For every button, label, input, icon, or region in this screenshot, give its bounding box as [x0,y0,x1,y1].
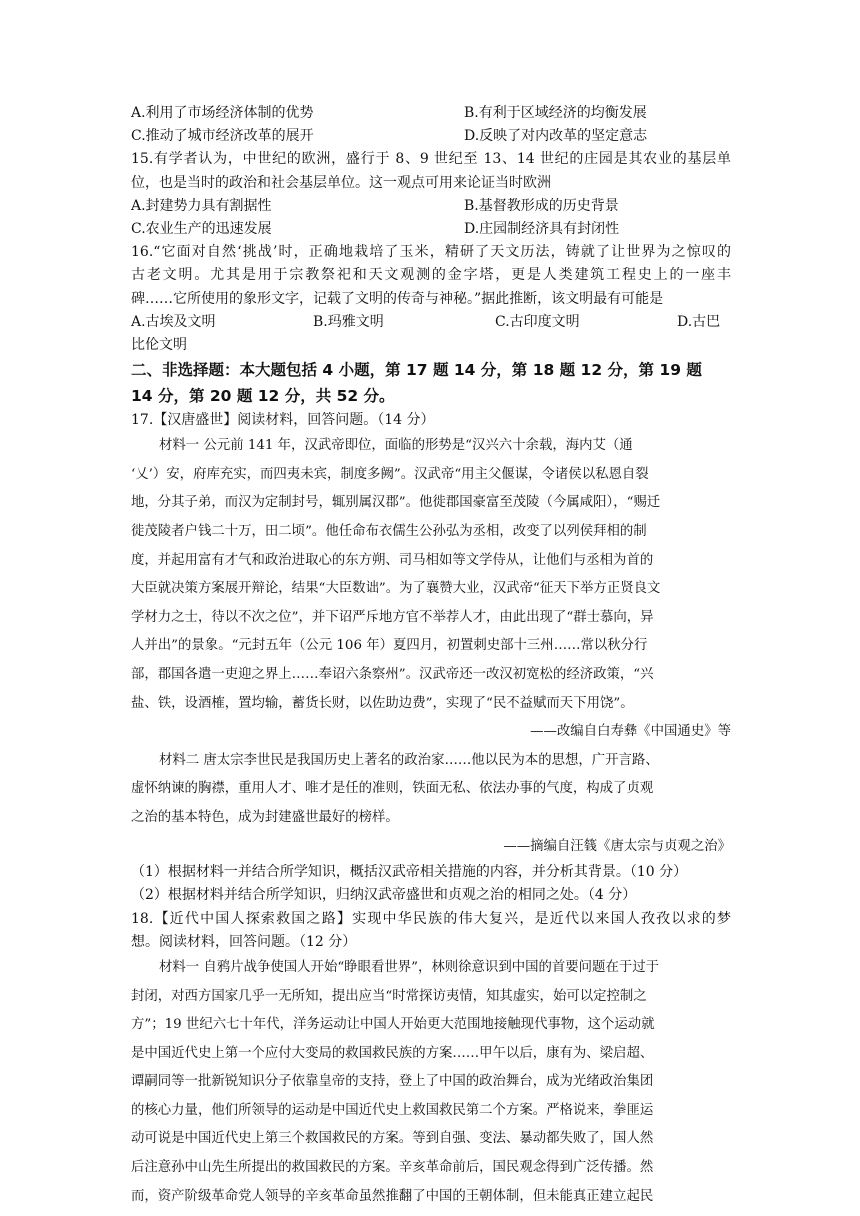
q18-title-line-2: 想。阅读材料，回答问题。（12 分） [131,933,357,950]
q16-option-d[interactable]: D.古巴 [677,313,721,330]
q18-material-1-line: 动可说是中国近代史上第三个救国救民的方案。等到自强、变法、暴动都失败了，国人然 [131,1131,654,1147]
q16-option-a[interactable]: A.古埃及文明 [131,313,216,330]
q17-material-2-source: ——摘编自汪篯《唐太宗与贞观之治》 [503,838,731,854]
q17-material-1-line: 学材力之士，待以不次之位”，并下诏严斥地方官不举荐人才，由此出现了“群士慕向，异 [131,609,654,625]
q17-material-2-line: 虚怀纳谏的胸襟，重用人才、唯才是任的准则，铁面无私、依法办事的气度，构成了贞观 [131,781,654,797]
exam-page [131,102,731,1211]
q17-material-1-source: ——改编自白寿彝《中国通史》等 [530,724,731,740]
q17-material-1-line: ‘乂’）安，府库充实，而四夷未宾，制度多阙”。汉武帝“用主父偃谋，令诸侯以私恩自裂 [131,466,649,482]
q16-stem-line-3: 碑……它所使用的象形文字，记载了文明的传奇与神秘。”据此推断，该文明最有可能是 [131,290,664,307]
q18-title-line-1: 18.【近代中国人探索救国之路】实现中华民族的伟大复兴，是近代以来国人孜孜以求的梦 [131,910,731,927]
q17-question-2: （2）根据材料并结合所学知识，归纳汉武帝盛世和贞观之治的相同之处。（4 分） [131,887,637,904]
q15-options-row-1 [131,195,731,218]
section-2-heading-line-1: 二、非选择题：本大题包括 4 小题，第 17 题 14 分，第 18 题 12 分，第 19 题 [131,361,702,380]
q17-material-1-line: 地，分其子弟，而汉为定制封号，辄别属汉郡”。他徙郡国豪富至茂陵（今属咸阳），“赐迁 [131,495,661,511]
q16-stem-line-2: 古老文明。尤其是用于宗教祭祀和天文观测的金字塔，更是人类建筑工程史上的一座丰 [131,267,731,284]
q15-stem-line-1: 15.有学者认为，中世纪的欧洲，盛行于 8、9 世纪至 13、14 世纪的庄园是其农业的基层单 [131,151,731,168]
q15-option-d[interactable]: D.庄园制经济具有封闭性 [464,220,620,237]
q14-option-a[interactable]: A.利用了市场经济体制的优势 [131,105,314,121]
q15-option-a[interactable]: A.封建势力具有割据性 [131,197,272,214]
q17-material-1-line: 大臣就决策方案展开辩论，结果“大臣数诎”。为了襄赞大业，汉武帝“征天下举方正贤良文 [131,581,661,597]
q14-options-row-1 [131,102,731,125]
q16-option-d-continued: 比伦文明 [131,336,187,353]
q18-material-1-line: 后注意孙中山先生所提出的救国救民的方案。辛亥革命前后，国民观念得到广泛传播。然 [131,1160,654,1176]
q16-options-row [131,311,731,334]
q14-option-c[interactable]: C.推动了城市经济改革的展开 [131,128,314,145]
q17-material-2-line: 材料二 唐太宗李世民是我国历史上著名的政治家……他以民为本的思想，广开言路、 [159,752,659,768]
q17-material-1-line: 度，并起用富有才气和政治进取心的东方朔、司马相如等文学侍从，让他们与丞相为首的 [131,552,654,568]
section-2-heading-line-2: 14 分，第 20 题 12 分，共 52 分。 [131,387,395,406]
q17-material-1-line: 部，郡国各遣一吏迎之界上……奉诏六条察州”。汉武帝还一改汉初宽松的经济政策，“兴 [131,667,654,682]
q15-option-c[interactable]: C.农业生产的迅速发展 [131,220,272,237]
q17-material-1-line: 盐、铁，设酒榷，置均输，蓄货长财，以佐助边费”，实现了“民不益赋而天下用饶”。 [131,695,634,711]
q17-material-1-line: 材料一 公元前 141 年，汉武帝即位，面临的形势是“汉兴六十余载，海内艾（通 [159,438,633,454]
q17-material-1-line: 徙茂陵者户钱二十万，田二顷”。他任命布衣儒生公孙弘为丞相，改变了以列侯拜相的制 [131,524,647,540]
q17-title: 17.【汉唐盛世】阅读材料，回答问题。（14 分） [131,412,435,429]
q17-material-1-line: 人并出”的景象。“元封五年（公元 106 年）夏四月，初置刺史部十三州……常以秋分行 [131,638,648,654]
q18-material-1-line: 是中国近代史上第一个应付大变局的救国救民族的方案……甲午以后，康有为、梁启超、 [131,1045,654,1061]
q14-option-d[interactable]: D.反映了对内改革的坚定意志 [464,128,648,145]
q16-stem-line-1: 16.“它面对自然‘挑战’时，正确地栽培了玉米，精研了天文历法，铸就了让世界为之惊叹的 [131,244,731,261]
q18-material-1-line: 的核心力量，他们所领导的运动是中国近代史上救国救民第二个方案。严格说来，拳匪运 [131,1102,654,1118]
q15-stem-line-2: 位，也是当时的政治和社会基层单位。这一观点可用来论证当时欧洲 [131,174,551,191]
q16-option-c[interactable]: C.古印度文明 [495,313,580,330]
q16-option-b[interactable]: B.玛雅文明 [313,313,384,330]
q18-material-1-line: 而，资产阶级革命党人领导的辛亥革命虽然推翻了中国的王朝体制，但未能真正建立起民 [131,1188,654,1204]
q18-material-1-line: 方”；19 世纪六七十年代，洋务运动让中国人开始更大范围地接触现代事物，这个运动就 [131,1017,655,1033]
q18-material-1-line: 封闭，对西方国家几乎一无所知，提出应当“时常探访夷情，知其虚实，始可以定控制之 [131,988,647,1004]
q15-option-b[interactable]: B.基督教形成的历史背景 [464,197,619,214]
q18-material-1-line: 谭嗣同等一批新锐知识分子依靠皇帝的支持，登上了中国的政治舞台，成为光绪政治集团 [131,1074,654,1090]
q15-options-row-2 [131,218,731,241]
q14-option-b[interactable]: B.有利于区域经济的均衡发展 [464,105,647,121]
q14-options-row-2 [131,125,731,148]
q18-material-1-line: 材料一 自鸦片战争使国人开始“睁眼看世界”，林则徐意识到中国的首要问题在于过于 [159,959,660,975]
q17-question-1: （1）根据材料一并结合所学知识，概括汉武帝相关措施的内容，并分析其背景。（10 分） [131,864,688,881]
q17-material-2-line: 之治的基本特色，成为封建盛世最好的榜样。 [131,809,399,825]
